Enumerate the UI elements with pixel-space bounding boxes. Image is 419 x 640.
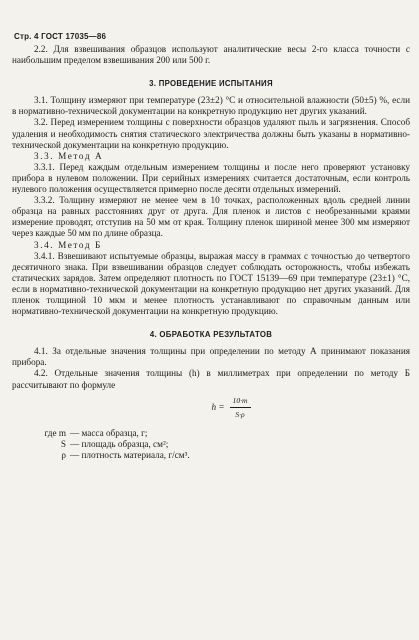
thickness-formula xyxy=(52,395,410,420)
legend-text: — плотность материала, г/см³. xyxy=(70,450,190,460)
section-3-heading: 3. ПРОВЕДЕНИЕ ИСПЫТАНИЯ xyxy=(149,79,273,89)
legend-text: — масса образца, г; xyxy=(70,427,148,438)
clause-3-3-method-a: 3.3. Метод А xyxy=(34,150,104,161)
clause-3-1: 3.1. Толщину измеряют при температуре (23±2) °С и относительной влажности (50±5) %, если в нормативно-технической документации на конкретную продукцию нет других указаний. xyxy=(12,95,410,117)
legend-symbol: S xyxy=(60,438,66,449)
section-4-heading: 4. ОБРАБОТКА РЕЗУЛЬТАТОВ xyxy=(149,330,273,340)
page-header: Стр. 4 ГОСТ 17035—86 xyxy=(14,32,107,41)
clause-3-2: 3.2. Перед измерением толщины с поверхности образцов удаляют пыль и загрязнения. Способ удаления и необходимость снятия статического электричества должны быть указаны в нормативно-технической документации на конкретную продукцию. xyxy=(12,117,410,150)
formula-legend xyxy=(12,428,410,461)
legend-row xyxy=(12,439,410,450)
formula-fraction xyxy=(230,395,251,420)
legend-symbol: ρ xyxy=(61,450,66,460)
legend-text: — площадь образца, см²; xyxy=(70,438,169,449)
clause-4-1: 4.1. За отдельные значения толщины при определении по методу А принимают показания прибора. xyxy=(12,346,410,368)
clause-3-3-2: 3.3.2. Толщину измеряют не менее чем в 10 точках, расположенных вдоль средней линии образца на равных расстояниях друг от друга. Для пленок и листов с необрезанными краями измерение проводят, отступив на 50 мм от края. Толщину пленок шириной менее 300 мм измеряют через каждые 50 мм по длине образца. xyxy=(12,195,410,239)
page-content xyxy=(12,44,410,461)
legend-row xyxy=(12,428,410,439)
formula-denominator: S·ρ xyxy=(235,409,245,419)
clause-2-2: 2.2. Для взвешивания образцов используют аналитические весы 2-го класса точности с наибольшим пределом взвешивания 200 или 500 г. xyxy=(12,44,410,66)
clause-3-4-1: 3.4.1. Взвешивают испытуемые образцы, выражая массу в граммах с точностью до четвертого десятичного знака. При взвешивании образцов следует соблюдать осторожность, чтобы избежать статических зарядов. Затем определяют плотность по ГОСТ 15139—69 при температуре (23±1) °С, если в нормативно-технической документации на конкретную продукцию нет других указаний. Для пленок толщиной 10 мкм и менее плотность устанавливают по справочным данным или нормативно-технической документации на конкретную продукцию. xyxy=(12,250,410,317)
legend-symbol: где m xyxy=(44,427,66,438)
formula-lhs: h = xyxy=(211,401,225,412)
formula-numerator: 10·m xyxy=(230,395,251,408)
clause-4-2: 4.2. Отдельные значения толщины (h) в миллиметрах при определении по методу Б рассчитывают по формуле xyxy=(12,368,410,390)
clause-3-4-method-b: 3.4. Метод Б xyxy=(34,239,102,250)
clause-3-3-1: 3.3.1. Перед каждым отдельным измерением толщины и после него проверяют установку прибора в нулевом положении. При серийных измерениях считается достаточным, если контроль нулевого положения осуществляется примерно после десяти отдельных измерений. xyxy=(12,161,410,195)
legend-row xyxy=(12,450,410,461)
